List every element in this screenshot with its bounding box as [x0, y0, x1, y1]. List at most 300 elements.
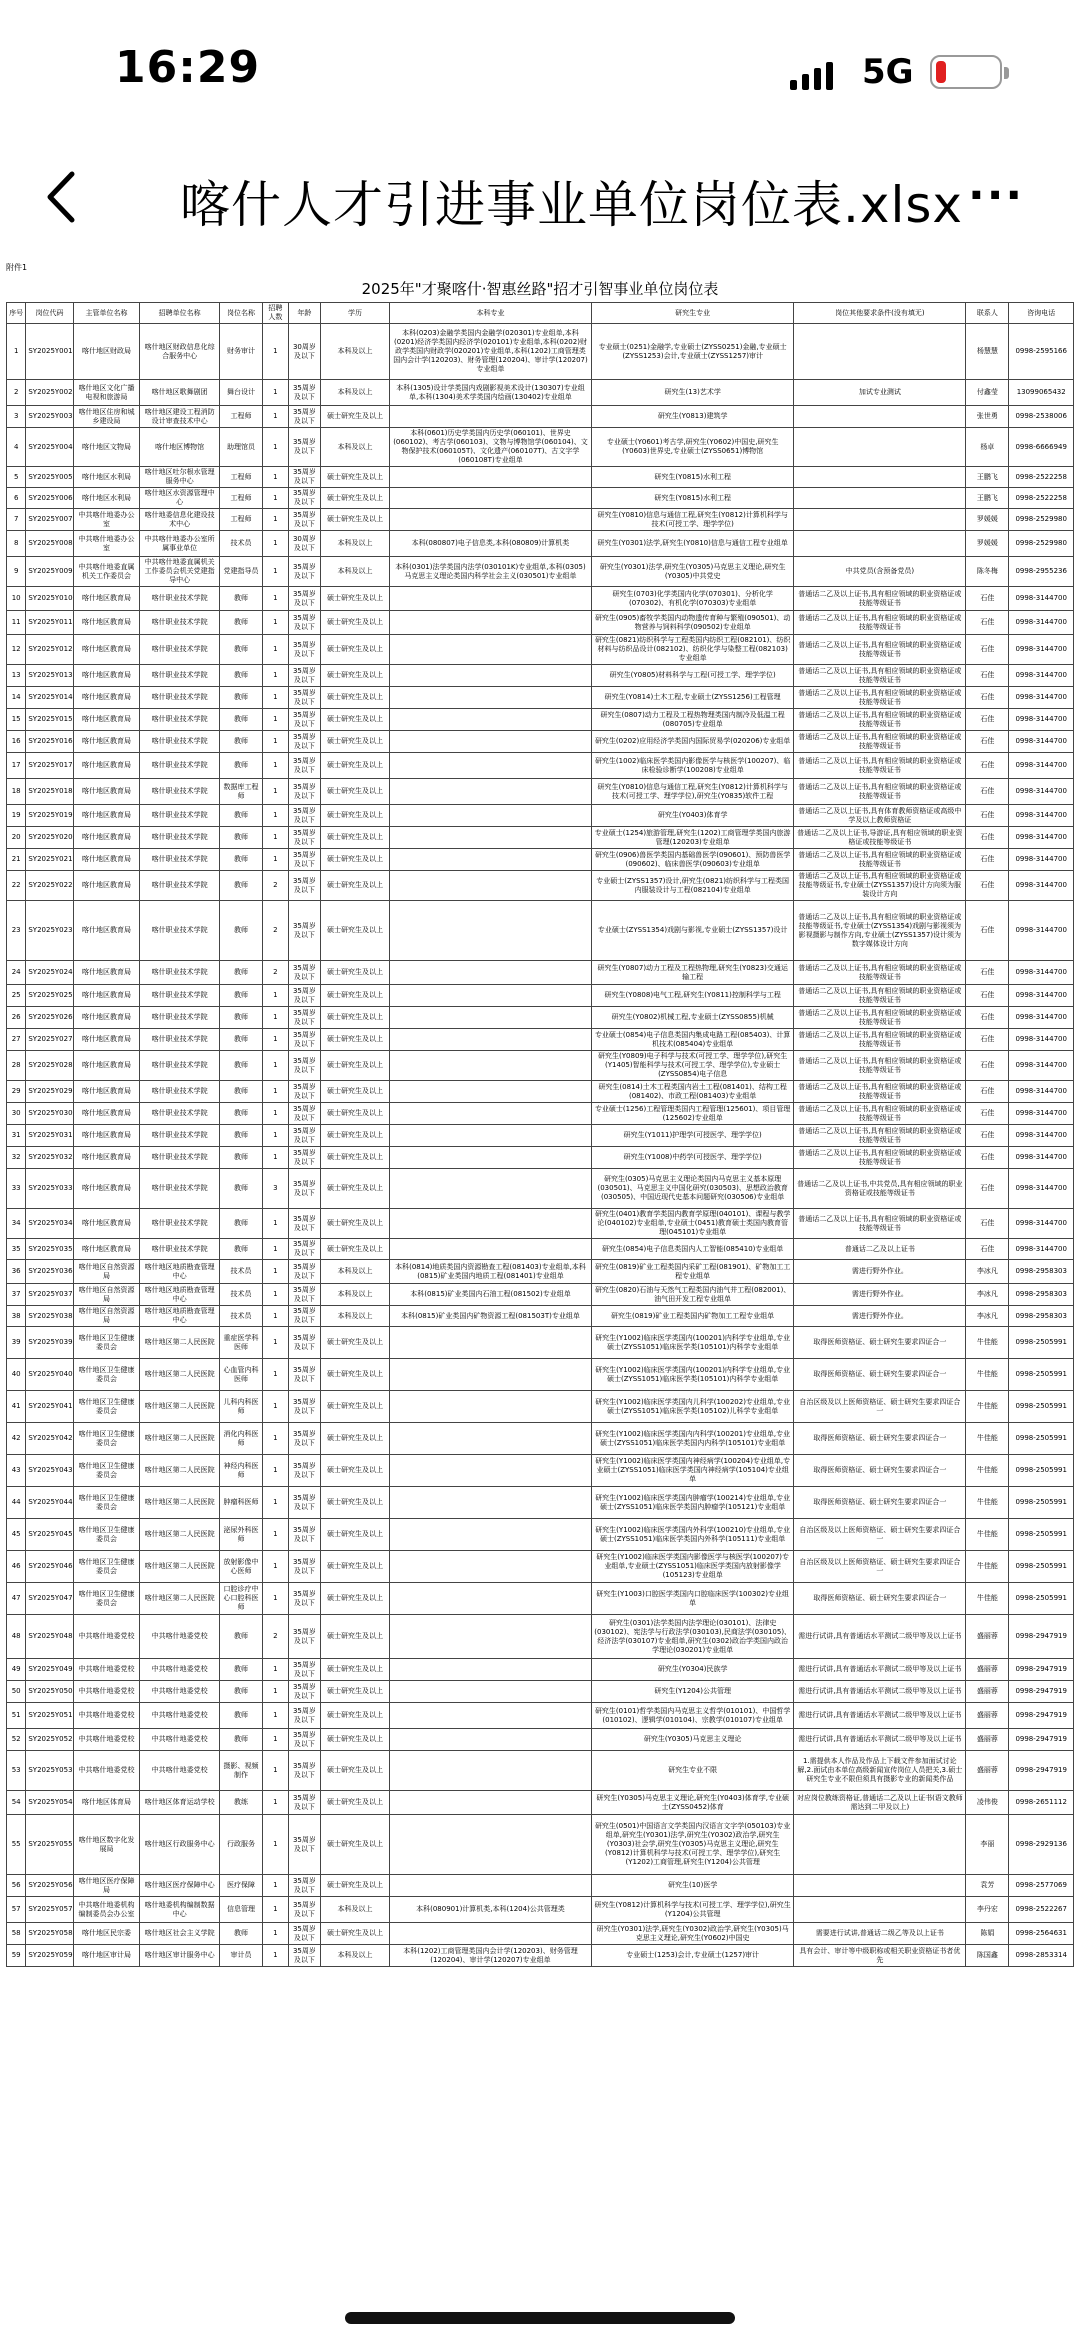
cell-phone: 0998-2947919 [1009, 1615, 1074, 1659]
cell-req: 普通话二乙及以上证书,具有相应领域的职业资格证或技能等级证书,专业硕士(ZYSS1354)戏剧与影视须为影视摄影与制作方向,专业硕士(ZYSS1357)设计须为数字媒体设计方向 [794, 901, 966, 961]
cell-code: SY2025Y054 [26, 1791, 73, 1815]
cell-contact: 石佳 [966, 687, 1009, 709]
cell-post: 神经内科医师 [219, 1455, 262, 1487]
cell-code: SY2025Y059 [26, 1945, 73, 1967]
cell-ug [389, 467, 591, 488]
cell-no: 51 [7, 1703, 26, 1729]
cell-age: 35周岁及以下 [288, 428, 320, 467]
cell-phone: 0998-2505991 [1009, 1551, 1074, 1583]
cell-ug [389, 1029, 591, 1051]
cell-phone: 0998-2529980 [1009, 509, 1074, 531]
table-row [7, 779, 1074, 805]
cell-ug: 本科(0815)矿业类国内矿物资源工程(081503T)专业组单 [389, 1306, 591, 1327]
cell-age: 30周岁及以下 [288, 324, 320, 380]
cell-post: 教师 [219, 871, 262, 901]
cell-ug [389, 1791, 591, 1815]
table-row [7, 1359, 1074, 1391]
cell-dept: 喀什地区教育局 [73, 753, 140, 779]
cell-dept: 喀什地区文物局 [73, 428, 140, 467]
cell-req: 普通话二乙及以上证书,具有相应领域的职业资格证或技能等级证书 [794, 665, 966, 687]
cell-unit: 喀什地区歌舞剧团 [140, 380, 220, 406]
cell-phone: 0998-2958303 [1009, 1284, 1074, 1306]
table-row [7, 1284, 1074, 1306]
cell-age: 35周岁及以下 [288, 1583, 320, 1615]
cell-unit: 喀什职业技术学院 [140, 1103, 220, 1125]
cell-phone: 0998-3144700 [1009, 901, 1074, 961]
more-options-button[interactable]: ··· [968, 170, 1025, 221]
cell-age: 35周岁及以下 [288, 1729, 320, 1751]
spreadsheet-preview[interactable] [0, 262, 1080, 2337]
cell-age: 35周岁及以下 [288, 380, 320, 406]
cell-post: 技术员 [219, 1284, 262, 1306]
cell-code: SY2025Y056 [26, 1875, 73, 1897]
cell-no: 30 [7, 1103, 26, 1125]
cell-age: 35周岁及以下 [288, 1423, 320, 1455]
cell-phone: 0998-3144700 [1009, 1169, 1074, 1209]
cell-contact: 张世勇 [966, 406, 1009, 428]
cell-age: 35周岁及以下 [288, 779, 320, 805]
cell-dept: 中共喀什地委党校 [73, 1703, 140, 1729]
cell-no: 50 [7, 1681, 26, 1703]
cell-edu: 硕士研究生及以上 [321, 1051, 390, 1081]
cell-contact: 牛佳能 [966, 1519, 1009, 1551]
cell-pg: 研究生(Y1002)临床医学类国内影像医学与核医学(100207)专业组单,专业硕士(ZYSS1051)临床医学类国内放射影像学(105123)专业组单 [592, 1551, 794, 1583]
table-row [7, 1391, 1074, 1423]
cell-post: 医疗保障 [219, 1875, 262, 1897]
cell-dept: 喀什地区自然资源局 [73, 1260, 140, 1284]
table-row [7, 1923, 1074, 1945]
cell-code: SY2025Y039 [26, 1327, 73, 1359]
cell-unit: 喀什职业技术学院 [140, 731, 220, 753]
cell-req [794, 531, 966, 557]
column-header: 岗位名称 [219, 303, 262, 324]
cell-unit: 喀什地区地质勘查管理中心 [140, 1260, 220, 1284]
cell-pg: 研究生(Y0809)电子科学与技术(可授工学、理学学位),研究生(Y1405)智能科学与技术(可授工学、理学学位),专业硕士(ZYSS0854)电子信息 [592, 1051, 794, 1081]
cell-code: SY2025Y004 [26, 428, 73, 467]
cell-num: 1 [262, 665, 288, 687]
cell-pg: 研究生(Y1002)临床医学类国内内科学(100201)专业组单,专业硕士(ZYSS1051)临床医学类国内内科学(105101)专业组单 [592, 1423, 794, 1455]
cell-req: 普通话二乙及以上证书,具有相应领域的职业资格证或技能等级证书 [794, 635, 966, 665]
cell-no: 44 [7, 1487, 26, 1519]
table-row [7, 1583, 1074, 1615]
cell-dept: 喀什地区民宗委 [73, 1923, 140, 1945]
cell-edu: 硕士研究生及以上 [321, 1703, 390, 1729]
cell-no: 36 [7, 1260, 26, 1284]
cell-req: 普通话二乙及以上证书,具有相应领域的职业资格证或技能等级证书 [794, 961, 966, 985]
status-time: 16:29 [115, 42, 261, 93]
cell-code: SY2025Y037 [26, 1284, 73, 1306]
cell-no: 17 [7, 753, 26, 779]
cell-age: 35周岁及以下 [288, 1455, 320, 1487]
cell-dept: 喀什地区卫生健康委员会 [73, 1455, 140, 1487]
cell-pg: 研究生(Y0815)水利工程 [592, 467, 794, 488]
cell-phone: 0998-3144700 [1009, 871, 1074, 901]
cell-code: SY2025Y029 [26, 1081, 73, 1103]
cell-unit: 喀什职业技术学院 [140, 901, 220, 961]
cell-post: 工程师 [219, 406, 262, 428]
cell-dept: 喀什地区教育局 [73, 901, 140, 961]
cell-phone: 0998-2505991 [1009, 1455, 1074, 1487]
cell-phone: 0998-2958303 [1009, 1260, 1074, 1284]
cell-req: 中共党员(含预备党员) [794, 557, 966, 587]
cell-contact: 石佳 [966, 985, 1009, 1007]
cell-edu: 硕士研究生及以上 [321, 779, 390, 805]
cell-no: 23 [7, 901, 26, 961]
cell-post: 教师 [219, 1029, 262, 1051]
cell-code: SY2025Y028 [26, 1051, 73, 1081]
cell-req: 取得医师资格证、硕士研究生要求四证合一 [794, 1359, 966, 1391]
cell-no: 31 [7, 1125, 26, 1147]
cell-code: SY2025Y020 [26, 827, 73, 849]
cell-pg: 研究生(0814)土木工程类国内岩土工程(081401)、结构工程(081402)、市政工程(081403)专业组单 [592, 1081, 794, 1103]
cell-edu: 硕士研究生及以上 [321, 687, 390, 709]
table-row [7, 406, 1074, 428]
chevron-left-icon [40, 162, 80, 232]
cell-ug [389, 1081, 591, 1103]
cell-post: 工程师 [219, 488, 262, 509]
cell-edu: 本科及以上 [321, 428, 390, 467]
cell-ug [389, 779, 591, 805]
cell-req: 普通话二乙及以上证书,具有相应领域的职业资格证或技能等级证书 [794, 1007, 966, 1029]
cell-post: 教师 [219, 985, 262, 1007]
cell-req: 普通话二乙及以上证书,具有相应领域的职业资格证或技能等级证书 [794, 731, 966, 753]
cell-code: SY2025Y002 [26, 380, 73, 406]
cell-req: 需进行野外作业。 [794, 1284, 966, 1306]
cell-contact: 石佳 [966, 1209, 1009, 1239]
cell-pg: 研究生(Y0304)民族学 [592, 1659, 794, 1681]
cell-code: SY2025Y040 [26, 1359, 73, 1391]
cell-post: 教师 [219, 611, 262, 635]
cell-contact: 牛佳能 [966, 1551, 1009, 1583]
cell-dept: 喀什地区教育局 [73, 1239, 140, 1260]
table-row [7, 1081, 1074, 1103]
cell-pg: 研究生(0501)中国语言文学类国内汉语言文字学(050103)专业组单,研究生(Y0301)法学,研究生(Y0302)政治学,研究生(Y0303)社会学,研究生(Y0305)马克思主义理论,研究生(Y0812)计算机科学与技术(可授工学、理学学位),研究生(Y1202)工商管理,研究生(Y1204)公共管理 [592, 1815, 794, 1875]
cell-contact: 盛丽蓉 [966, 1729, 1009, 1751]
cell-post: 肿瘤科医师 [219, 1487, 262, 1519]
cell-contact: 石佳 [966, 611, 1009, 635]
cell-age: 35周岁及以下 [288, 1007, 320, 1029]
column-header: 岗位代码 [26, 303, 73, 324]
cell-post: 党建指导员 [219, 557, 262, 587]
cell-dept: 喀什地区教育局 [73, 805, 140, 827]
cell-post: 教师 [219, 1051, 262, 1081]
cell-contact: 盛丽蓉 [966, 1615, 1009, 1659]
nav-bar [0, 140, 1080, 260]
cell-num: 1 [262, 1897, 288, 1923]
cell-dept: 喀什地区教育局 [73, 871, 140, 901]
cell-num: 2 [262, 871, 288, 901]
cell-phone: 0998-2947919 [1009, 1659, 1074, 1681]
cell-edu: 硕士研究生及以上 [321, 1487, 390, 1519]
cell-phone: 0998-3144700 [1009, 665, 1074, 687]
cell-phone: 0998-3144700 [1009, 635, 1074, 665]
cell-age: 35周岁及以下 [288, 1945, 320, 1967]
cell-req: 取得医师资格证、硕士研究生要求四证合一 [794, 1327, 966, 1359]
cell-dept: 喀什地区教育局 [73, 1169, 140, 1209]
cell-unit: 中共喀什地委党校 [140, 1729, 220, 1751]
cell-dept: 喀什地区教育局 [73, 731, 140, 753]
cell-post: 行政服务 [219, 1815, 262, 1875]
cell-ug [389, 1875, 591, 1897]
cell-dept: 中共喀什地委党校 [73, 1751, 140, 1791]
cell-post: 消化内科医师 [219, 1423, 262, 1455]
cell-age: 35周岁及以下 [288, 1875, 320, 1897]
cell-contact: 李冰凡 [966, 1306, 1009, 1327]
cell-post: 教师 [219, 1125, 262, 1147]
cell-age: 35周岁及以下 [288, 1147, 320, 1169]
cell-age: 35周岁及以下 [288, 1359, 320, 1391]
cell-unit: 喀什地区第二人民医院 [140, 1519, 220, 1551]
cell-num: 1 [262, 1260, 288, 1284]
cell-age: 35周岁及以下 [288, 1306, 320, 1327]
cell-age: 35周岁及以下 [288, 985, 320, 1007]
cell-no: 43 [7, 1455, 26, 1487]
cell-code: SY2025Y025 [26, 985, 73, 1007]
cell-pg: 研究生(Y0813)建筑学 [592, 406, 794, 428]
cell-req: 普通话二乙及以上证书,具有相应领域的职业资格证或技能等级证书 [794, 1081, 966, 1103]
cell-post: 口腔诊疗中心口腔科医师 [219, 1583, 262, 1615]
cell-phone: 0998-3144700 [1009, 849, 1074, 871]
cell-age: 35周岁及以下 [288, 1125, 320, 1147]
cell-edu: 硕士研究生及以上 [321, 1423, 390, 1455]
cell-pg: 研究生(Y1008)中药学(可授医学、理学学位) [592, 1147, 794, 1169]
table-row [7, 665, 1074, 687]
cell-no: 56 [7, 1875, 26, 1897]
cell-req: 普通话二乙及以上证书,具有相应领域的职业资格证或技能等级证书 [794, 587, 966, 611]
cell-contact: 石佳 [966, 1103, 1009, 1125]
cell-post: 教师 [219, 1081, 262, 1103]
cell-no: 41 [7, 1391, 26, 1423]
cell-phone: 0998-2958303 [1009, 1306, 1074, 1327]
cell-unit: 喀什职业技术学院 [140, 1239, 220, 1260]
cell-edu: 本科及以上 [321, 1945, 390, 1967]
cell-no: 46 [7, 1551, 26, 1583]
cell-req [794, 1815, 966, 1875]
cell-ug: 本科(080901)计算机类,本科(1204)公共管理类 [389, 1897, 591, 1923]
home-indicator[interactable] [345, 2312, 735, 2324]
cell-ug [389, 1051, 591, 1081]
cell-post: 教师 [219, 1209, 262, 1239]
cell-num: 1 [262, 1081, 288, 1103]
cell-phone: 0998-2505991 [1009, 1423, 1074, 1455]
cell-dept: 中共喀什地委机构编制委员会办公室 [73, 1897, 140, 1923]
cell-req [794, 488, 966, 509]
cell-ug [389, 1455, 591, 1487]
cell-code: SY2025Y024 [26, 961, 73, 985]
cell-post: 信息管理 [219, 1897, 262, 1923]
column-header: 研究生专业 [592, 303, 794, 324]
cell-ug [389, 871, 591, 901]
cell-no: 10 [7, 587, 26, 611]
cell-pg: 研究生(0703)化学类国内化学(070301)、分析化学(070302)、有机化学(070303)专业组单 [592, 587, 794, 611]
cell-post: 教师 [219, 1007, 262, 1029]
cell-num: 2 [262, 961, 288, 985]
cell-unit: 喀什职业技术学院 [140, 1209, 220, 1239]
cell-ug [389, 1519, 591, 1551]
cell-code: SY2025Y019 [26, 805, 73, 827]
cell-no: 42 [7, 1423, 26, 1455]
cell-edu: 硕士研究生及以上 [321, 1103, 390, 1125]
cell-req: 具有会计、审计等中级职称或相关职业资格证书者优先 [794, 1945, 966, 1967]
cell-code: SY2025Y017 [26, 753, 73, 779]
cell-req [794, 324, 966, 380]
table-row [7, 380, 1074, 406]
cell-edu: 硕士研究生及以上 [321, 1615, 390, 1659]
cell-age: 35周岁及以下 [288, 1751, 320, 1791]
cell-pg: 研究生(Y0305)马克思主义理论 [592, 1729, 794, 1751]
cell-num: 3 [262, 1169, 288, 1209]
cell-num: 1 [262, 1359, 288, 1391]
positions-table [6, 302, 1074, 1967]
table-row [7, 709, 1074, 731]
cell-phone: 0998-3144700 [1009, 587, 1074, 611]
cell-code: SY2025Y051 [26, 1703, 73, 1729]
cell-unit: 喀什职业技术学院 [140, 1125, 220, 1147]
cell-post: 教师 [219, 1729, 262, 1751]
cell-age: 35周岁及以下 [288, 1923, 320, 1945]
cell-code: SY2025Y043 [26, 1455, 73, 1487]
cell-edu: 硕士研究生及以上 [321, 509, 390, 531]
cell-unit: 喀什职业技术学院 [140, 687, 220, 709]
cell-num: 1 [262, 1029, 288, 1051]
cell-post: 教师 [219, 1681, 262, 1703]
cell-num: 1 [262, 1703, 288, 1729]
cell-num: 2 [262, 1615, 288, 1659]
cell-pg: 研究生(Y0808)电气工程,研究生(Y0811)控制科学与工程 [592, 985, 794, 1007]
cell-code: SY2025Y047 [26, 1583, 73, 1615]
table-row [7, 509, 1074, 531]
cell-contact: 李丹宏 [966, 1897, 1009, 1923]
cell-contact: 袁芳 [966, 1875, 1009, 1897]
cell-post: 儿科内科医师 [219, 1391, 262, 1423]
cell-no: 16 [7, 731, 26, 753]
cell-contact: 石佳 [966, 709, 1009, 731]
cell-no: 26 [7, 1007, 26, 1029]
table-row [7, 1103, 1074, 1125]
cell-no: 5 [7, 467, 26, 488]
cell-req: 自治区级及以上医师资格证、硕士研究生要求四证合一 [794, 1551, 966, 1583]
cell-num: 2 [262, 901, 288, 961]
cell-pg: 研究生(Y0403)体育学 [592, 805, 794, 827]
back-button[interactable] [40, 162, 100, 232]
cell-contact: 石佳 [966, 871, 1009, 901]
cell-no: 47 [7, 1583, 26, 1615]
cell-no: 34 [7, 1209, 26, 1239]
table-row [7, 1659, 1074, 1681]
cell-post: 工程师 [219, 509, 262, 531]
table-row [7, 1455, 1074, 1487]
cell-code: SY2025Y026 [26, 1007, 73, 1029]
table-row [7, 961, 1074, 985]
cell-ug [389, 1327, 591, 1359]
cell-req: 取得医师资格证、硕士研究生要求四证合一 [794, 1455, 966, 1487]
cell-num: 1 [262, 1284, 288, 1306]
cell-num: 1 [262, 1659, 288, 1681]
cell-age: 35周岁及以下 [288, 1659, 320, 1681]
cell-req: 普通话二乙及以上证书,具有相应领域的职业资格证或技能等级证书 [794, 753, 966, 779]
cell-edu: 硕士研究生及以上 [321, 1029, 390, 1051]
table-row [7, 531, 1074, 557]
cell-code: SY2025Y012 [26, 635, 73, 665]
table-row [7, 1487, 1074, 1519]
cell-num: 1 [262, 1729, 288, 1751]
cell-pg: 研究生专业不限 [592, 1751, 794, 1791]
cell-contact: 石佳 [966, 1125, 1009, 1147]
cell-post: 教师 [219, 1103, 262, 1125]
cell-age: 35周岁及以下 [288, 1103, 320, 1125]
column-header: 本科专业 [389, 303, 591, 324]
cell-unit: 喀什地区第二人民医院 [140, 1487, 220, 1519]
cell-edu: 硕士研究生及以上 [321, 1169, 390, 1209]
cell-phone: 0998-2505991 [1009, 1391, 1074, 1423]
cell-code: SY2025Y001 [26, 324, 73, 380]
cell-dept: 喀什地区教育局 [73, 827, 140, 849]
cell-post: 放射影像中心医师 [219, 1551, 262, 1583]
table-row [7, 805, 1074, 827]
column-header: 招聘人数 [262, 303, 288, 324]
cell-no: 12 [7, 635, 26, 665]
cellular-signal-icon [790, 58, 833, 90]
cell-age: 35周岁及以下 [288, 635, 320, 665]
table-row [7, 467, 1074, 488]
table-row [7, 753, 1074, 779]
cell-unit: 喀什职业技术学院 [140, 611, 220, 635]
cell-post: 财务审计 [219, 324, 262, 380]
cell-req: 普通话二乙及以上证书,具有相应领域的职业资格证或技能等级证书 [794, 1029, 966, 1051]
cell-edu: 硕士研究生及以上 [321, 1125, 390, 1147]
cell-dept: 喀什地区医疗保障局 [73, 1875, 140, 1897]
cell-code: SY2025Y030 [26, 1103, 73, 1125]
cell-post: 教师 [219, 1615, 262, 1659]
cell-req: 普通话二乙及以上证书,具有相应领域的职业资格证或技能等级证书 [794, 687, 966, 709]
cell-dept: 中共喀什地委党校 [73, 1615, 140, 1659]
cell-post: 教师 [219, 849, 262, 871]
cell-post: 审计员 [219, 1945, 262, 1967]
cell-code: SY2025Y036 [26, 1260, 73, 1284]
cell-req: 1.需提供本人作品及作品上下载文件参加面试讨论解,2.面试由本单位高级新闻宣传岗位人员把关,3.硕士研究生专业不限但须具有摄影专业的新闻类作品 [794, 1751, 966, 1791]
cell-ug [389, 1583, 591, 1615]
cell-no: 22 [7, 871, 26, 901]
cell-contact: 石佳 [966, 827, 1009, 849]
cell-pg: 研究生(0401)教育学类国内教育学原理(040101)、课程与教学论(040102)专业组单,专业硕士(0451)教育硕士类国内教育管理(045101)专业组单 [592, 1209, 794, 1239]
cell-code: SY2025Y016 [26, 731, 73, 753]
cell-no: 3 [7, 406, 26, 428]
cell-ug [389, 1359, 591, 1391]
cell-num: 1 [262, 1455, 288, 1487]
cell-post: 舞台设计 [219, 380, 262, 406]
cell-code: SY2025Y010 [26, 587, 73, 611]
cell-unit: 喀什职业技术学院 [140, 961, 220, 985]
cell-dept: 喀什地区卫生健康委员会 [73, 1551, 140, 1583]
cell-dept: 中共喀什地委党校 [73, 1659, 140, 1681]
cell-req: 需进行试讲,具有普通话水平测试二级甲等及以上证书 [794, 1703, 966, 1729]
cell-unit: 喀什职业技术学院 [140, 871, 220, 901]
cell-ug [389, 687, 591, 709]
cell-req: 普通话二乙及以上证书 [794, 1239, 966, 1260]
cell-ug [389, 1551, 591, 1583]
cell-code: SY2025Y035 [26, 1239, 73, 1260]
cell-pg: 研究生(13)艺术学 [592, 380, 794, 406]
cell-code: SY2025Y008 [26, 531, 73, 557]
cell-no: 15 [7, 709, 26, 731]
cell-contact: 牛佳能 [966, 1487, 1009, 1519]
cell-post: 教师 [219, 1703, 262, 1729]
cell-dept: 喀什地区教育局 [73, 635, 140, 665]
cell-phone: 0998-2522258 [1009, 488, 1074, 509]
cell-age: 35周岁及以下 [288, 611, 320, 635]
cell-num: 1 [262, 557, 288, 587]
cell-pg: 专业硕士(1256)工程管理类国内工程管理(125601)、项目管理(125602)专业组单 [592, 1103, 794, 1125]
